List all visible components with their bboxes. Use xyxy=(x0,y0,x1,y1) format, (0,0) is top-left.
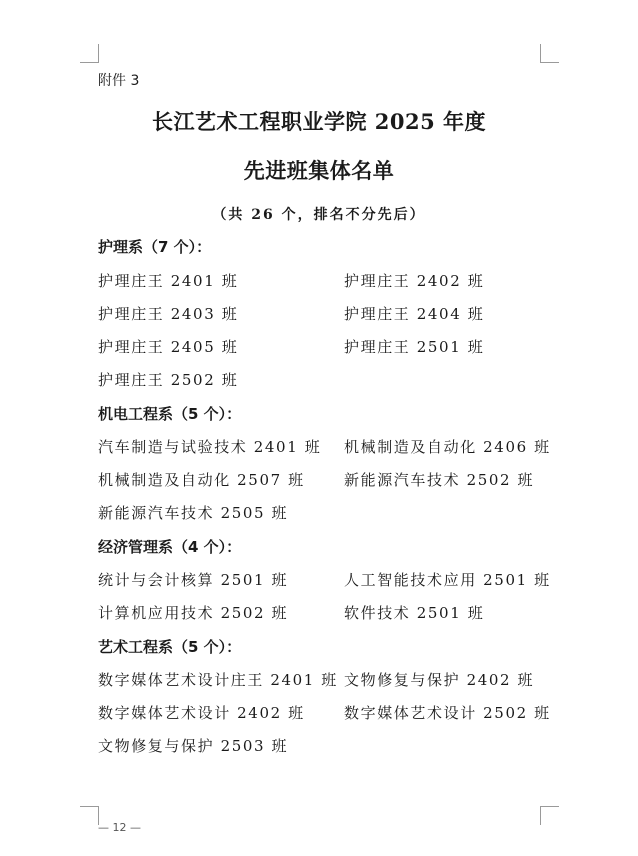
class-item: 机械制造及自动化 2406 班 xyxy=(344,438,551,456)
count-note: （共 26 个，排名不分先后） xyxy=(212,207,426,223)
crop-mark-top-right xyxy=(540,44,559,63)
class-item: 汽车制造与试验技术 2401 班 xyxy=(98,438,322,456)
crop-mark-top-left xyxy=(80,44,99,63)
class-item: 新能源汽车技术 2505 班 xyxy=(98,504,289,522)
department-heading: 护理系（7 个）： xyxy=(98,238,212,256)
document-title: 长江艺术工程职业学院 2025 年度 xyxy=(151,109,487,134)
class-item: 护理庄王 2403 班 xyxy=(98,305,239,323)
class-item: 文物修复与保护 2402 班 xyxy=(344,671,535,689)
class-item: 护理庄王 2501 班 xyxy=(344,338,485,356)
class-item: 护理庄王 2405 班 xyxy=(98,338,239,356)
class-item: 计算机应用技术 2502 班 xyxy=(98,604,289,622)
page-number: — 12 — xyxy=(98,821,141,834)
attachment-label: 附件 3 xyxy=(98,73,140,89)
department-heading: 机电工程系（5 个）： xyxy=(98,405,242,423)
class-item: 统计与会计核算 2501 班 xyxy=(98,571,289,589)
class-item: 机械制造及自动化 2507 班 xyxy=(98,471,305,489)
class-item: 数字媒体艺术设计 2502 班 xyxy=(344,704,551,722)
document-subtitle: 先进班集体名单 xyxy=(243,158,395,183)
department-heading: 艺术工程系（5 个）： xyxy=(98,638,242,656)
class-item: 新能源汽车技术 2502 班 xyxy=(344,471,535,489)
class-item: 数字媒体艺术设计 2402 班 xyxy=(98,704,305,722)
class-item: 护理庄王 2402 班 xyxy=(344,272,485,290)
class-item: 数字媒体艺术设计庄王 2401 班 xyxy=(98,671,338,689)
class-item: 护理庄王 2502 班 xyxy=(98,371,239,389)
class-item: 人工智能技术应用 2501 班 xyxy=(344,571,551,589)
class-item: 护理庄王 2401 班 xyxy=(98,272,239,290)
crop-mark-bottom-right xyxy=(540,806,559,825)
class-item: 软件技术 2501 班 xyxy=(344,604,485,622)
department-heading: 经济管理系（4 个）： xyxy=(98,538,242,556)
class-item: 文物修复与保护 2503 班 xyxy=(98,737,289,755)
class-item: 护理庄王 2404 班 xyxy=(344,305,485,323)
crop-mark-bottom-left xyxy=(80,806,99,825)
